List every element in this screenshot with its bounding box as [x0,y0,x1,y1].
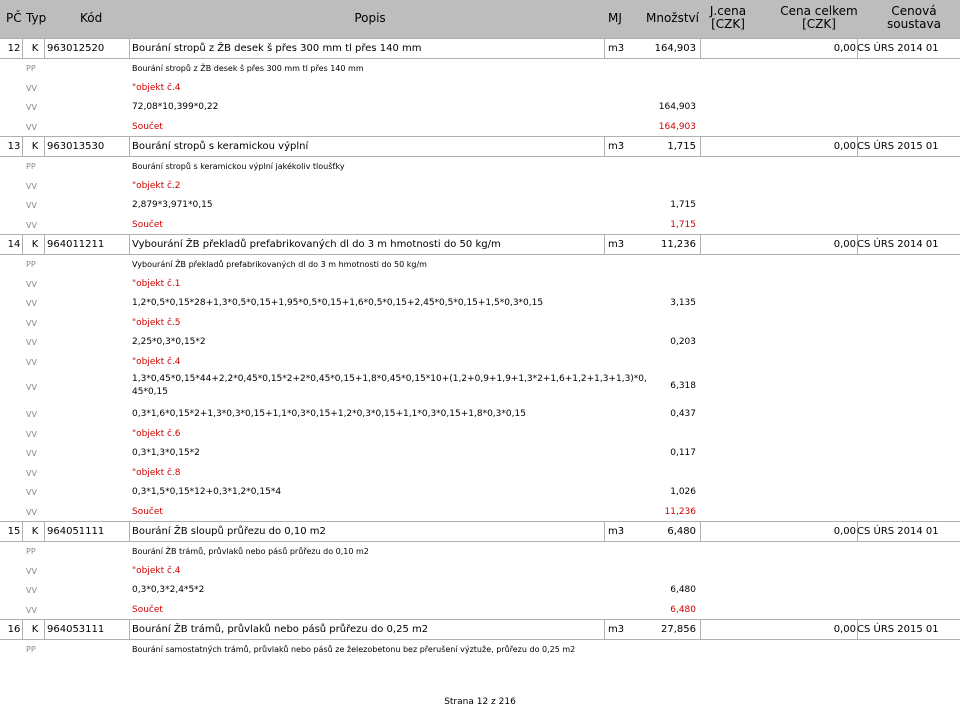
column-divider [700,39,701,58]
item-type: K [31,526,39,537]
item-number: 13 [7,141,21,152]
table-row-detail [0,541,960,560]
table-row-detail [0,293,960,312]
detail-text: Součet [132,219,163,230]
detail-text: 0,3*0,3*2,4*5*2 [132,585,205,595]
detail-text: 1,3*0,45*0,15*44+2,2*0,45*0,15*2+2*0,45*0,15+1,8*0,45*0,15*10+(1,2+0,9+1,9+1,3*2+1,6+1,2+1,3+1,3)*0, [132,374,647,384]
detail-type: VV [26,410,37,419]
item-quantity: 27,856 [661,624,696,635]
detail-text: Bourání stropů z ŽB desek š přes 300 mm tl přes 140 mm [132,64,364,73]
table-row-detail [0,176,960,195]
detail-quantity: 1,715 [670,219,696,230]
item-number: 16 [7,624,21,635]
item-number: 15 [7,526,21,537]
detail-type: VV [26,586,37,595]
detail-type: VV [26,83,37,93]
header-jcena: J.cena [CZK] [709,4,747,31]
table-row-detail [0,97,960,116]
item-unit: m3 [608,141,625,152]
table-row-detail [0,600,960,619]
table-row-detail [0,215,960,234]
table-row-detail [0,482,960,501]
detail-type: VV [26,488,37,497]
column-divider [700,137,701,156]
item-total: 0,00 [833,624,856,635]
detail-text: Bourání samostatných trámů, průvlaků nebo pásů ze železobetonu bez přerušení výztuže, průřezu do 0,25 m2 [132,645,576,654]
item-total: 0,00 [833,43,856,54]
detail-text: Součet [132,506,163,517]
detail-quantity: 0,437 [670,409,696,419]
detail-quantity: 0,117 [670,448,696,458]
item-total: 0,00 [833,141,856,152]
column-divider [44,235,45,254]
table-row-detail [0,463,960,482]
item-quantity: 164,903 [654,43,696,54]
item-price-source: CS ÚRS 2015 01 [857,141,939,152]
detail-text: "objekt č.1 [132,278,181,289]
item-description: Bourání stropů z ŽB desek š přes 300 mm tl přes 140 mm [132,43,422,54]
column-divider [22,620,23,639]
detail-quantity: 1,715 [670,200,696,210]
table-row-item [0,136,960,157]
detail-quantity: 6,480 [670,604,696,615]
detail-type: VV [26,507,37,517]
detail-text: "objekt č.4 [132,565,181,576]
column-divider [129,137,130,156]
column-divider [700,522,701,541]
detail-type: VV [26,299,37,308]
page-footer: Strana 12 z 216 [444,697,516,707]
detail-quantity: 164,903 [658,102,696,112]
detail-text: "objekt č.4 [132,356,181,367]
item-number: 14 [7,239,21,250]
detail-text: 2,25*0,3*0,15*2 [132,337,206,347]
item-price-source: CS ÚRS 2014 01 [857,526,939,537]
item-total: 0,00 [833,526,856,537]
detail-type: PP [26,64,36,73]
column-divider [129,39,130,58]
detail-type: PP [26,547,36,556]
item-code: 963013530 [47,141,105,152]
table-row-detail [0,561,960,580]
item-type: K [31,624,39,635]
item-code: 964011211 [47,239,105,250]
item-description: Bourání ŽB sloupů průřezu do 0,10 m2 [132,526,326,537]
column-divider [129,620,130,639]
item-code: 964051111 [47,526,105,537]
table-row-detail [0,274,960,293]
detail-type: PP [26,645,36,654]
column-divider [44,39,45,58]
column-divider [604,137,605,156]
item-quantity: 6,480 [667,526,696,537]
column-divider [700,620,701,639]
column-divider [22,39,23,58]
column-divider [44,620,45,639]
item-type: K [31,239,39,250]
detail-type: VV [26,468,37,478]
detail-text: 72,08*10,399*0,22 [132,102,219,112]
table-row-item [0,619,960,640]
table-row-detail [0,156,960,175]
column-divider [129,235,130,254]
table-row-detail [0,502,960,521]
table-row-detail [0,639,960,658]
table-row-item [0,38,960,59]
detail-text: Bourání stropů s keramickou výplní jakékoliv tloušťky [132,162,345,171]
header-popis: Popis [354,11,386,25]
detail-type: VV [26,357,37,367]
header-cena-celkem: Cena celkem [CZK] [780,4,858,31]
detail-type: VV [26,449,37,458]
detail-text: "objekt č.5 [132,317,181,328]
detail-text: "objekt č.8 [132,467,181,478]
item-unit: m3 [608,526,625,537]
header-mnozstvi: Množství [646,11,699,25]
detail-text: Součet [132,121,163,132]
header-kod: Kód [80,11,103,25]
table-row-detail [0,443,960,462]
column-divider [44,137,45,156]
detail-type: PP [26,162,36,171]
table-row-item [0,521,960,542]
item-description: Bourání stropů s keramickou výplní [132,141,309,152]
table-row-detail [0,332,960,351]
detail-text: "objekt č.2 [132,180,181,191]
table-row-detail [0,371,960,404]
item-unit: m3 [608,43,625,54]
detail-type: VV [26,279,37,289]
detail-quantity: 6,318 [670,381,696,391]
detail-type: VV [26,201,37,210]
detail-quantity: 3,135 [670,298,696,308]
detail-text: 0,3*1,3*0,15*2 [132,448,200,458]
table-row-detail [0,78,960,97]
detail-quantity: 6,480 [670,585,696,595]
column-divider [700,235,701,254]
column-divider [22,522,23,541]
column-divider [44,522,45,541]
item-code: 964053111 [47,624,105,635]
column-divider [604,522,605,541]
detail-type: PP [26,260,36,269]
column-divider [604,39,605,58]
detail-quantity: 164,903 [658,121,696,132]
detail-type: VV [26,605,37,615]
column-divider [604,235,605,254]
detail-type: VV [26,338,37,347]
detail-text: 0,3*1,6*0,15*2+1,3*0,3*0,15+1,1*0,3*0,15+1,2*0,3*0,15+1,1*0,3*0,15+1,8*0,3*0,15 [132,409,526,419]
column-divider [604,620,605,639]
header-pc: PČ [6,11,22,25]
table-header [0,0,960,38]
item-type: K [31,141,39,152]
item-unit: m3 [608,624,625,635]
item-price-source: CS ÚRS 2014 01 [857,43,939,54]
item-quantity: 1,715 [667,141,696,152]
detail-type: VV [26,383,37,392]
detail-text: "objekt č.4 [132,82,181,93]
header-cenova-soustava: Cenová soustava [887,4,941,31]
item-number: 12 [7,43,21,54]
detail-type: VV [26,566,37,576]
table-row-detail [0,254,960,273]
detail-text: "objekt č.6 [132,428,181,439]
item-price-source: CS ÚRS 2014 01 [857,239,939,250]
table-row-detail [0,424,960,443]
header-typ: Typ [26,11,47,25]
item-unit: m3 [608,239,625,250]
detail-type: VV [26,429,37,439]
detail-quantity: 1,026 [670,487,696,497]
detail-type: VV [26,181,37,191]
detail-quantity: 11,236 [664,506,696,517]
table-row-detail [0,313,960,332]
table-row-detail [0,117,960,136]
table-row-detail [0,195,960,214]
column-divider [22,235,23,254]
detail-text: 0,3*1,5*0,15*12+0,3*1,2*0,15*4 [132,487,282,497]
detail-text: 2,879*3,971*0,15 [132,200,213,210]
header-mj: MJ [608,11,622,25]
table-row-detail [0,580,960,599]
detail-text: Bourání ŽB trámů, průvlaků nebo pásů průřezu do 0,10 m2 [132,547,369,556]
detail-type: VV [26,318,37,328]
detail-text: Vybourání ŽB překladů prefabrikovaných dl do 3 m hmotnosti do 50 kg/m [132,260,427,269]
detail-type: VV [26,220,37,230]
detail-quantity: 0,203 [670,337,696,347]
table-row-detail [0,58,960,77]
item-quantity: 11,236 [661,239,696,250]
item-description: Vybourání ŽB překladů prefabrikovaných dl do 3 m hmotnosti do 50 kg/m [132,239,501,250]
detail-type: VV [26,122,37,132]
table-row-item [0,234,960,255]
column-divider [22,137,23,156]
detail-text: Součet [132,604,163,615]
item-type: K [31,43,39,54]
item-description: Bourání ŽB trámů, průvlaků nebo pásů průřezu do 0,25 m2 [132,624,429,635]
item-total: 0,00 [833,239,856,250]
detail-type: VV [26,103,37,112]
detail-text-continued: 45*0,15 [132,387,168,397]
item-code: 963012520 [47,43,105,54]
detail-text: 1,2*0,5*0,15*28+1,3*0,5*0,15+1,95*0,5*0,15+1,6*0,5*0,15+2,45*0,5*0,15+1,5*0,3*0,15 [132,298,544,308]
item-price-source: CS ÚRS 2015 01 [857,624,939,635]
table-row-detail [0,404,960,423]
table-row-detail [0,352,960,371]
column-divider [129,522,130,541]
